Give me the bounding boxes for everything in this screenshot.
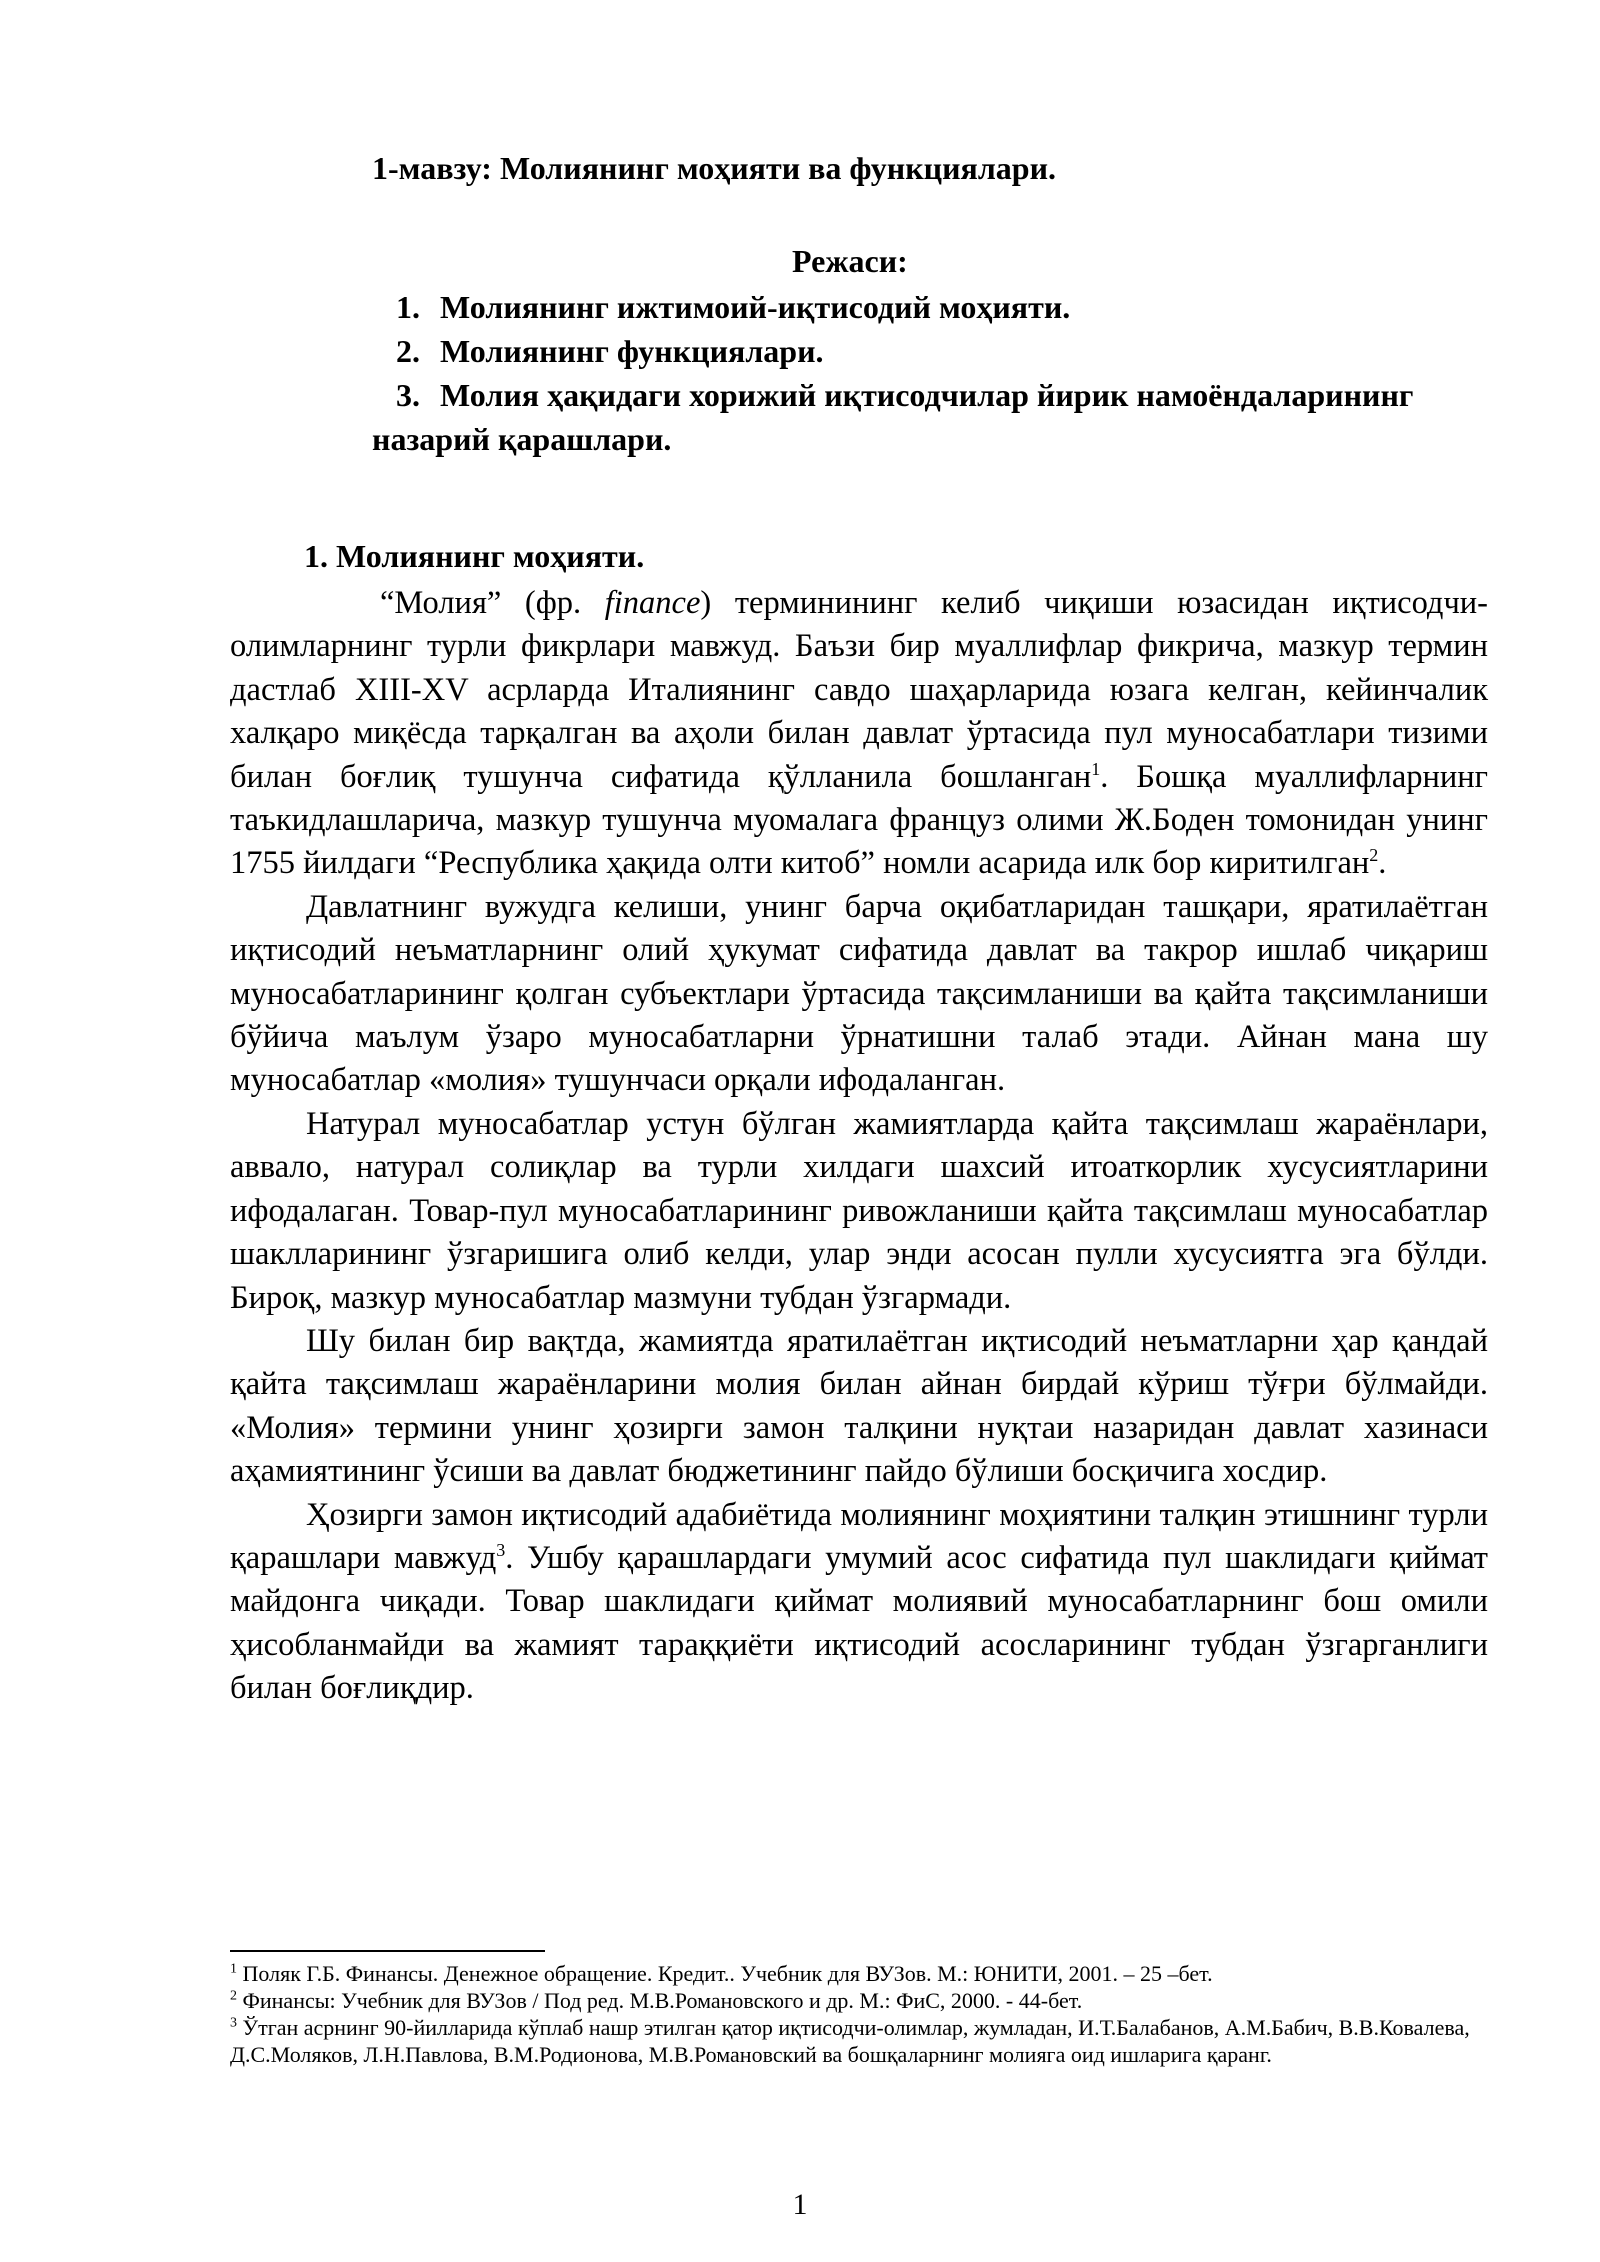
footnote xyxy=(230,2014,1500,2068)
paragraph: Шу билан бир вақтда, жамиятда яратилаётган иқтисодий неъматларни ҳар қандай қайта тақсимлаш жараёнларини молия билан айнан бирдай кўриш тўғри бўлмайди. «Молия» термини унинг ҳозирги замон талқини нуқтаи назаридан давлат хазинаси аҳамиятининг ўсиши ва давлат бюджетининг пайдо бўлиши босқичига хосдир. xyxy=(230,1322,1488,1490)
plan-heading: Режаси: xyxy=(792,243,908,279)
plan-list xyxy=(304,285,1504,461)
paragraph xyxy=(230,1494,1488,1711)
page-number: 1 xyxy=(792,2188,808,2221)
paragraph: Натурал муносабатлар устун бўлган жамиятларда қайта тақсимлаш жараёнлари, аввало, натурал солиқлар ва турли хилдаги шахсий итоаткорлик хусусиятларини ифодалаган. Товар-пул муносабатларининг ривожланиши қайта тақсимлаш муносабатлар шаклларининг ўзгаришига олиб келди, улар энди асосан пулли хусусиятга эга бўлди. Бироқ, мазкур муносабатлар мазмуни тубдан ўзгармади. xyxy=(230,1105,1488,1316)
plan-item-text: Молиянинг функциялари. xyxy=(440,333,824,369)
footnote-reference[interactable]: 2 xyxy=(1369,845,1379,866)
footnote-text: Финансы: Учебник для ВУЗов / Под ред. М.В.Романовского и др. М.: ФиС, 2000. - 44-бет. xyxy=(237,1988,1083,2013)
plan-item-number: 3. xyxy=(396,377,420,413)
section-heading: 1. Молиянинг моҳияти. xyxy=(304,538,645,574)
paragraph-text: Ҳозирги замон иқтисодий адабиётида молиянинг моҳиятини талқин этишнинг турли қарашлари мавжуд xyxy=(230,1496,1488,1576)
plan-item xyxy=(304,373,1504,461)
plan-item-text: Молия ҳақидаги хорижий иқтисодчилар йирик намоёндаларининг назарий қарашлари. xyxy=(372,377,1414,457)
footnote-mark: 2 xyxy=(230,1988,237,2004)
body-text xyxy=(230,582,1488,1711)
footnotes xyxy=(230,1960,1500,2068)
page-title: 1-мавзу: Молиянинг моҳияти ва функциялари. xyxy=(372,150,1056,186)
footnote-text: Поляк Г.Б. Финансы. Денежное обращение. Кредит.. Учебник для ВУЗов. М.: ЮНИТИ, 2001. – 25 –бет. xyxy=(237,1961,1213,1986)
plan-item xyxy=(304,329,1504,373)
footnote-text: Ўтган асрнинг 90-йилларида кўплаб нашр этилган қатор иқтисодчи-олимлар, жумладан, И.Т.Балабанов, А.М.Бабич, В.В.Ковалева, Д.С.Моляков, Л.Н.Павлова, В.М.Родионова, М.В.Романовский ва бошқаларнинг молияга оид ишларига қаранг. xyxy=(230,2015,1470,2067)
plan-item-text: Молиянинг ижтимоий-иқтисодий моҳияти. xyxy=(440,289,1071,325)
plan-item-number: 1. xyxy=(396,289,420,325)
footnote-mark: 3 xyxy=(230,2015,237,2031)
footnote-separator xyxy=(230,1950,545,1952)
footnote xyxy=(230,1987,1500,2014)
paragraph-text: “Молия” (фр. xyxy=(380,585,605,621)
plan-item-number: 2. xyxy=(396,333,420,369)
paragraph: Давлатнинг вужудга келиши, унинг барча оқибатларидан ташқари, яратилаётган иқтисодий неъматларнинг олий ҳукумат сифатида давлат ва такрор ишлаб чиқариш муносабатларининг қолган субъектлари ўртасида тақсимланиши ва қайта тақсимланиши бўйича маълум ўзаро муносабатларни ўрнатишни талаб этади. Айнан мана шу муносабатлар «молия» тушунчаси орқали ифодаланган. xyxy=(230,888,1488,1099)
plan-item xyxy=(304,285,1504,329)
footnote xyxy=(230,1960,1500,1987)
paragraph-text: ) терминининг келиб чиқиши юзасидан иқтисодчи-олимларнинг турли фикрлари мавжуд. Баъзи бир муаллифлар фикрича, мазкур термин дастлаб XIII-XV асрларда Италиянинг савдо шаҳарларида юзага келган, кейинчалик халқаро миқёсда тарқалган ва аҳоли билан давлат ўртасида пул муносабатлари тизими билан боғлиқ тушунча сифатида қўлланила бошланган xyxy=(230,585,1489,795)
paragraph-text: . Бошқа муаллифларнинг таъкидлашларича, мазкур тушунча муомалага француз олими Ж.Боден томонидан унинг 1755 йилдаги “Республика ҳақида олти китоб” номли асарида илк бор киритилган xyxy=(230,758,1488,882)
paragraph-text: . Ушбу қарашлардаги умумий асос сифатида пул шаклидаги қиймат майдонга чиқади. Товар шаклидаги қиймат молиявий муносабатларнинг бош омили ҳисобланмайди ва жамият тараққиёти иқтисодий асосларининг тубдан ўзгарганлиги билан боғлиқдир. xyxy=(230,1539,1488,1707)
footnote-reference[interactable]: 3 xyxy=(496,1540,506,1561)
paragraph-text: . xyxy=(1378,845,1387,882)
paragraph xyxy=(230,582,1488,886)
foreign-term: finance xyxy=(604,585,701,621)
footnote-mark: 1 xyxy=(230,1961,237,1977)
footnote-reference[interactable]: 1 xyxy=(1091,758,1101,779)
